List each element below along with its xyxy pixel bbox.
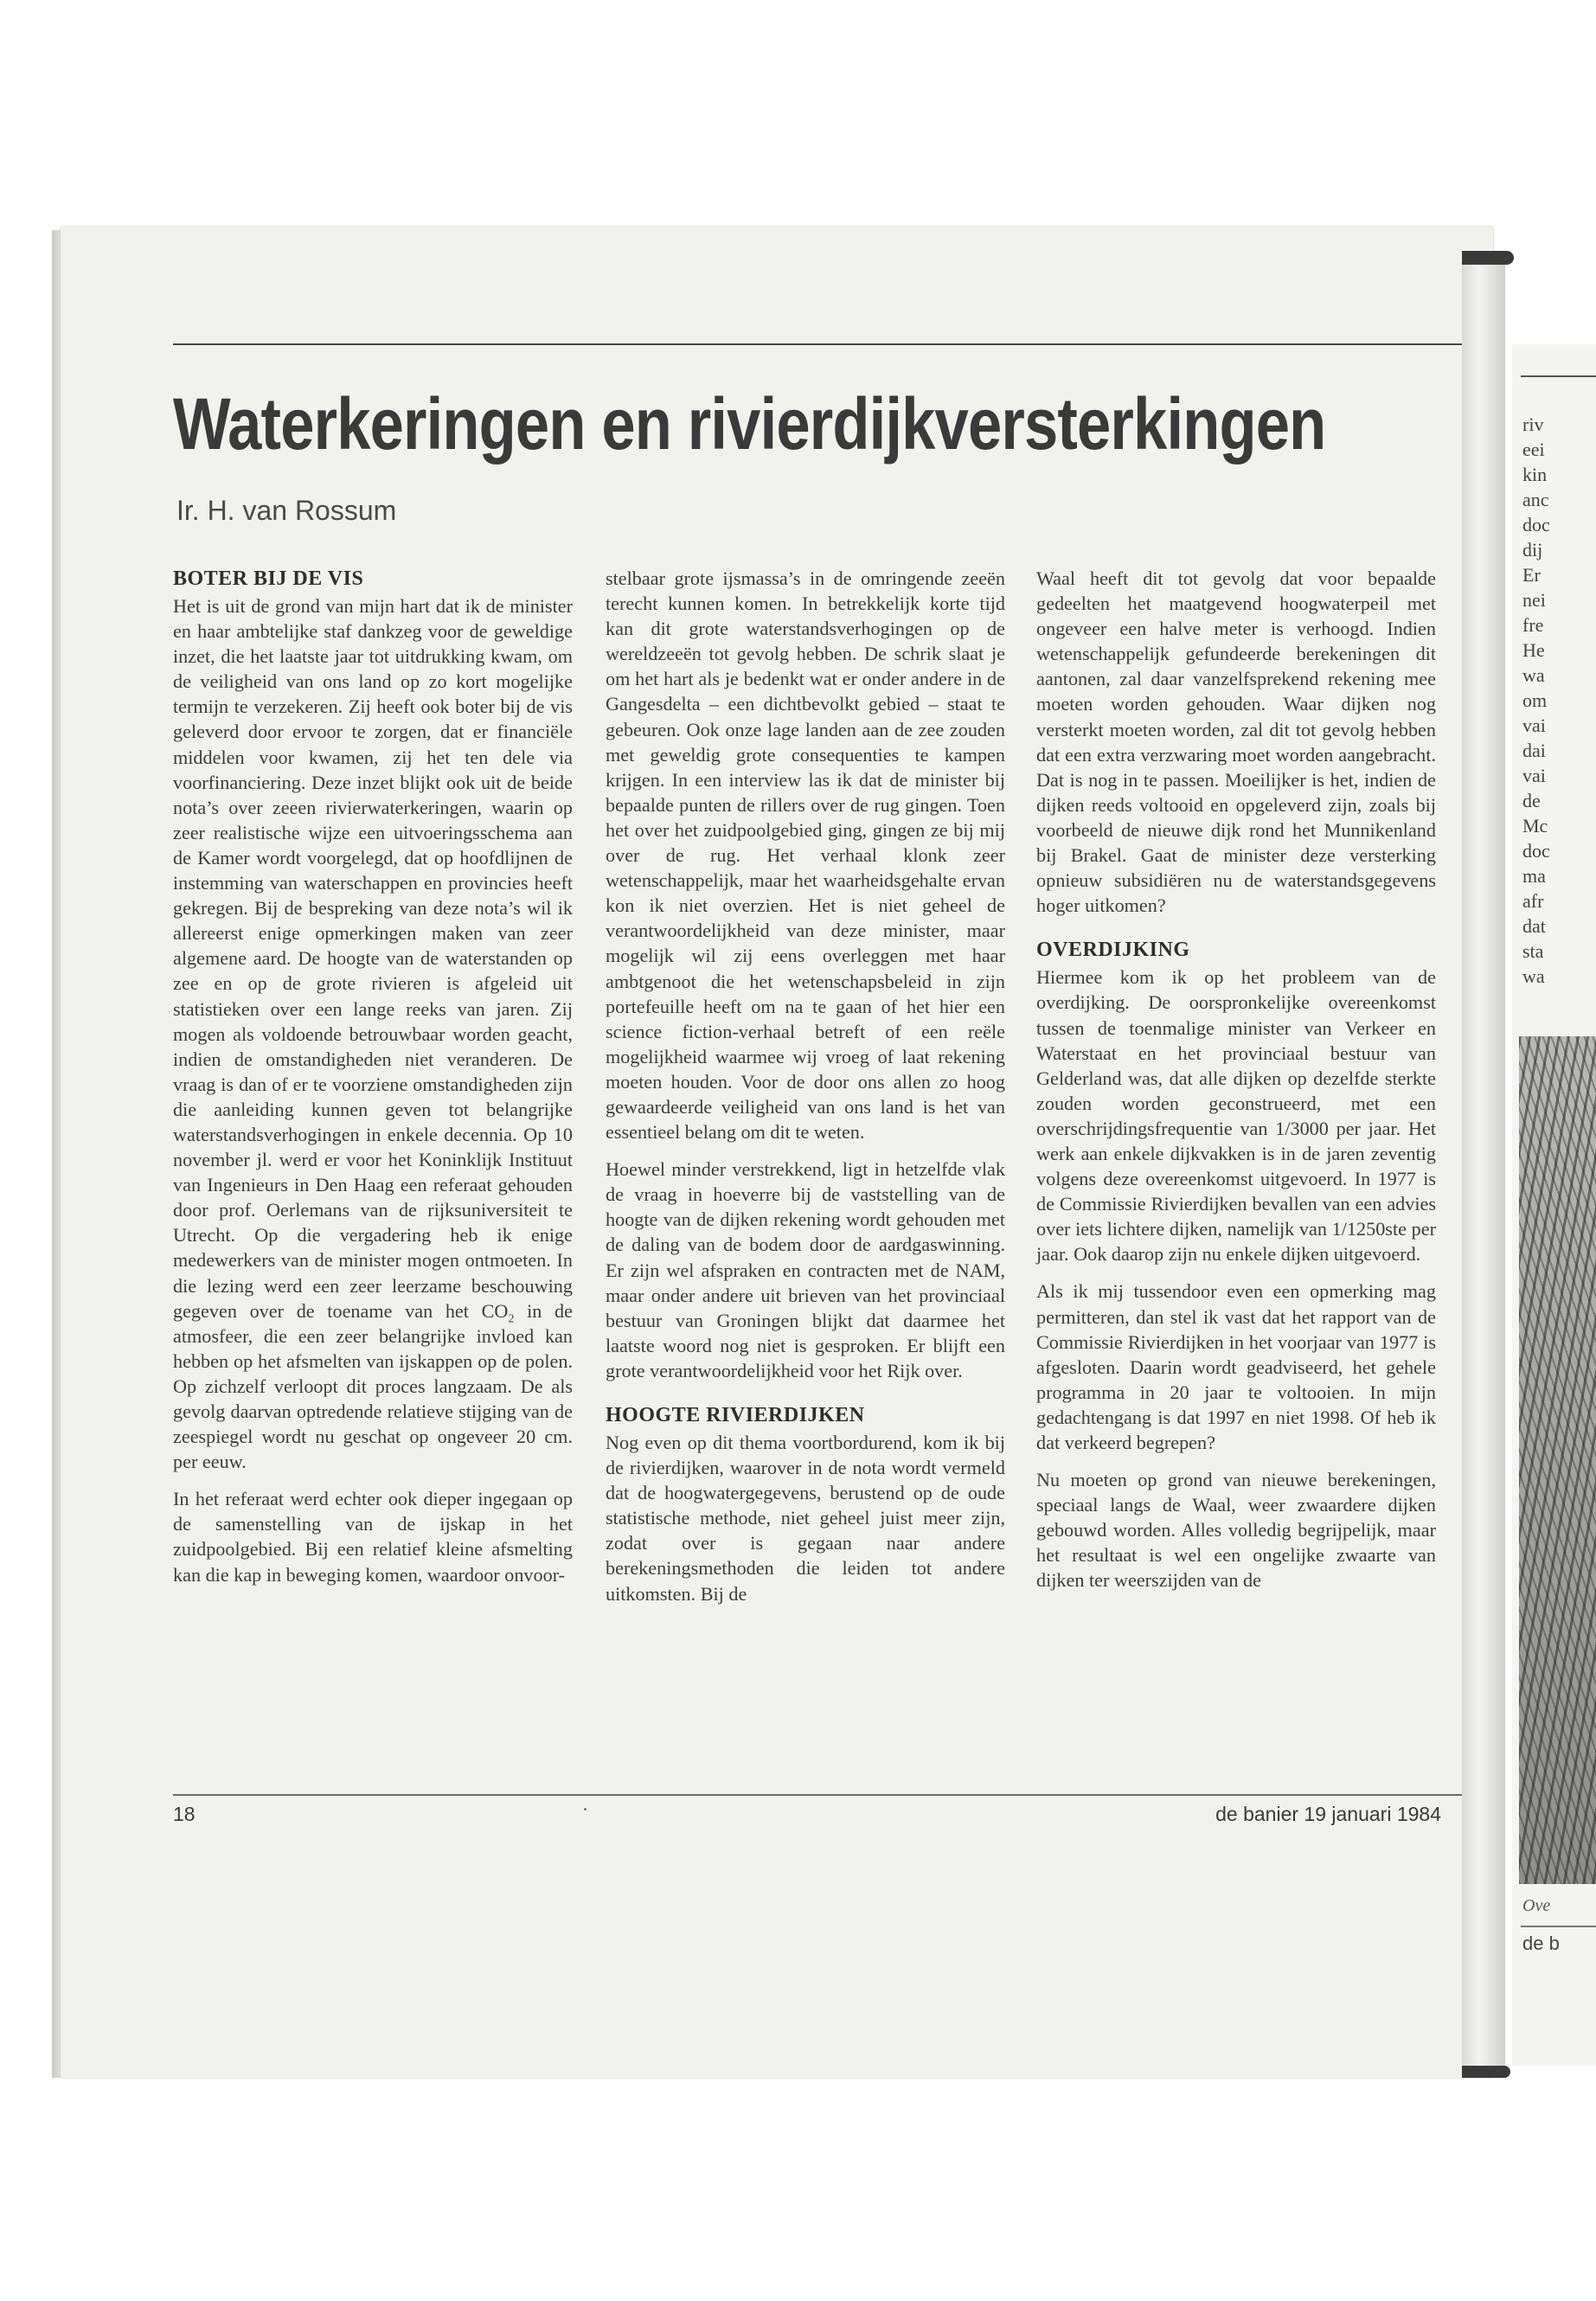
- section-heading-hoogte-rivierdijken: HOOGTE RIVIERDIJKEN: [606, 1404, 865, 1426]
- page-number: 18: [173, 1803, 195, 1825]
- print-dot: [584, 1808, 586, 1811]
- top-rule: [173, 343, 1495, 345]
- paragraph: Hiermee kom ik op het probleem van de overdijking. De oorspronkelijke overeenkomst tussen de toenmalige minister van Verkeer en Waterstaat en het provinciaal bestuur van Gelderland was, dat alle dijken op dezelfde sterkte zouden worden geconstrueerd, met een overschrijdingsfrequentie van 1/3000 per jaar. Het werk aan enkele dijkvakken is in de jaren zeventig volgens deze overeenkomst uitgevoerd. In 1977 is de Commissie Rivierdijken bevallen van een advies over iets lichtere dijken, namelijk van 1/1250ste per jaar. Ook daarop zijn nu enkele dijken uitgevoerd.: [1036, 966, 1436, 1266]
- next-page-footer: de b: [1522, 1932, 1560, 1954]
- article-author: Ir. H. van Rossum: [176, 495, 397, 526]
- bottom-rule: [173, 1794, 1495, 1796]
- next-page-fragment: kin: [1522, 464, 1548, 485]
- paragraph: Als ik mij tussendoor even een opmerking mag permitteren, dan stel ik vast dat het rapport van de Commissie Rivierdijken in het voorjaar van 1977 is afgesloten. Daarin wordt geadviseerd, het gehele programma in 20 jaar te voltooien. In mijn gedachtengang is dat 1997 en niet 1998. Of heb ik dat verkeerd begrepen?: [1036, 1280, 1436, 1453]
- text-column-3: [1036, 566, 1436, 1593]
- next-page-fragment: ma: [1522, 865, 1546, 887]
- next-page-fragment: dai: [1522, 740, 1546, 761]
- next-page-fragment: doc: [1522, 514, 1550, 535]
- paragraph: In het referaat werd echter ook dieper ingegaan op de samenstelling van de ijskap in het zuidpoolgebied. Bij een relatief kleine afsmelting kan die kap in beweging komen, waardoor onvoor-: [173, 1488, 573, 1586]
- next-page-rule: [1521, 375, 1596, 377]
- binding-cap-bottom: [1462, 2066, 1510, 2078]
- binding-strip: [1462, 251, 1505, 2076]
- next-page-caption: Ove: [1522, 1896, 1551, 1915]
- next-page-fragment: dat: [1522, 915, 1546, 937]
- next-page-photo: [1519, 1036, 1596, 1884]
- next-page-fragment: om: [1522, 689, 1548, 711]
- next-page-edge: [1512, 344, 1596, 2066]
- paragraph: Waal heeft dit tot gevolg dat voor bepaalde gedeelten het maatgevend hoogwaterpeil met ongeveer een halve meter is verhoogd. Indien wetenschappelijk gefundeerde berekeningen dit aantonen, zal daar vanzelfsprekend rekening mee moeten worden gehouden. Waar dijken nog versterkt moeten worden, zal dit tot gevolg hebben dat een extra verzwaring moet worden aangebracht. Dat is nog in te passen. Moeilijker is het, indien de dijken reeds voltooid en opgeleverd zijn, zoals bij voorbeeld de nieuwe dijk rond het Munnikenland bij Brakel. Gaat de minister deze versterking opnieuw subsidiëren nu de waterstandsgegevens hoger uitkomen?: [1036, 567, 1436, 917]
- next-page-fragment: de: [1522, 790, 1541, 811]
- next-page-fragment: Mc: [1522, 815, 1548, 836]
- section-heading-boter-bij-de-vis: BOTER BIJ DE VIS: [173, 567, 364, 590]
- next-page-fragment: wa: [1522, 965, 1545, 987]
- paragraph: Het is uit de grond van mijn hart dat ik de minister en haar ambtelijke staf dankzeg voor de geweldige inzet, die het laatste jaar tot uitdrukking kwam, om de veiligheid van ons land op zo kort mogelijke termijn te verzekeren. Zij heeft ook boter bij de vis geleverd door ervoor te zorgen, dat er financiële middelen voor kwamen, zij het ten dele via voorfinanciering. Deze inzet blijkt ook uit de beide nota’s over zeeen rivierwaterkeringen, waarin op zeer realistische wijze een uitvoeringsschema aan de Kamer wordt voorgelegd, dat op hoofdlijnen de instemming van waterschappen en provincies heeft gekregen. Bij de bespreking van deze nota’s wil ik allereerst enige opmerkingen maken van zeer algemene aard. De hoogte van de waterstanden op zee en op de grote rivieren is afgeleid uit statistieken over een lange reeks van jaren. Zij mogen als voldoende betrouwbaar worden geacht, indien de omstandigheden niet veranderen. De vraag is dan of er te voorziene omstandigheden zijn die aanleiding kunnen geven tot belangrijke waterstandsverhogingen in enkele decennia. Op 10 november jl. werd er voor het Koninklijk Instituut van Ingenieurs in Den Haag een referaat gehouden door prof. Oerlemans van de rijksuniversiteit te Utrecht. Op die vergadering heb ik enige medewerkers van de minister mogen ontmoeten. In die lezing werd een zeer leerzame beschouwing gegeven over de toename van het $CO_2$ in de atmosfeer, die een zeer belangrijke invloed kan hebben op het afsmelten van ijskappen op de polen. Op zichzelf verloopt dit proces langzaam. De als gevolg daarvan optredende relatieve stijging van de zeespiegel wordt nu geschat op ongeveer 20 cm. per eeuw.: [173, 595, 574, 1473]
- next-page-fragment: riv: [1522, 413, 1544, 435]
- next-page-bottom-rule: [1521, 1926, 1596, 1927]
- publication-date: de banier 19 januari 1984: [1215, 1803, 1441, 1825]
- paragraph: Nu moeten op grond van nieuwe berekeningen, speciaal langs de Waal, weer zwaardere dijken gebouwd worden. Alles volledig begrijpelijk, maar het resultaat is wel een ongelijke zwaarte van dijken ter weerszijden van de: [1036, 1469, 1436, 1592]
- magazine-page: [61, 227, 1493, 2078]
- text-column-1: [173, 566, 573, 1587]
- paragraph: Nog even op dit thema voortbordurend, kom ik bij de rivierdijken, waarover in de nota wordt vermeld dat de hoogwatergegevens, berustend op de oude statistische methode, niet geheel juist meer zijn, zodat over is gegaan naar andere berekeningsmethoden die leiden tot andere uitkomsten. Bij de: [606, 1432, 1005, 1605]
- paragraph: Hoewel minder verstrekkend, ligt in hetzelfde vlak de vraag in hoeverre bij de vaststelling van de hoogte van de dijken rekening wordt gehouden met de daling van de bodem door de aardgaswinning. Er zijn wel afspraken en contracten met de NAM, maar onder andere uit brieven van het provinciaal bestuur van Groningen blijkt dat daarmee het laatste woord nog niet is gesproken. Er blijft een grote verantwoordelijkheid voor het Rijk over.: [606, 1158, 1005, 1381]
- next-page-fragment: afr: [1522, 890, 1544, 912]
- next-page-fragment: dij: [1522, 539, 1543, 561]
- section-heading-overdijking: OVERDIJKING: [1036, 939, 1190, 962]
- text-column-2: [606, 566, 1005, 1606]
- subscript: 2: [508, 1312, 515, 1326]
- binding-cap-top: [1462, 251, 1514, 265]
- next-page-fragment: sta: [1522, 940, 1544, 962]
- next-page-text-fragments: [1522, 412, 1550, 989]
- article-title: Waterkeringen en rivierdijkversterkingen: [173, 383, 1326, 465]
- next-page-fragment: fre: [1522, 614, 1544, 636]
- next-page-fragment: eei: [1522, 439, 1545, 460]
- next-page-fragment: doc: [1522, 840, 1550, 862]
- next-page-fragment: anc: [1522, 489, 1549, 510]
- next-page-fragment: wa: [1522, 664, 1545, 686]
- next-page-fragment: vai: [1522, 765, 1546, 786]
- next-page-fragment: nei: [1522, 589, 1546, 611]
- next-page-fragment: He: [1522, 639, 1545, 661]
- next-page-fragment: vai: [1522, 715, 1546, 736]
- paragraph: stelbaar grote ijsmassa’s in de omringende zeeën terecht kunnen komen. In betrekkelijk korte tijd kan dit grote waterstandsverhogingen op de wereldzeeën tot gevolg hebben. De schrik slaat je om het hart als je bedenkt wat er onder andere in de Gangesdelta – een dichtbevolkt gebied – staat te gebeuren. Ook onze lage landen aan de zee zouden met geweldig grote consequenties te kampen krijgen. In een interview las ik dat de minister bij bepaalde punten de rillers over de rug gingen. Toen het over het zuidpoolgebied ging, gingen ze bij mij over de rug. Het verhaal klonk zeer wetenschappelijk, maar het waarheidsgehalte ervan kon ik niet overzien. Het is niet geheel de verantwoordelijkheid van deze minister, maar mogelijk wil zij eens overleggen met haar ambtgenoot die het wetenschapsbeleid in zijn portefeuille heeft om na te gaan of het hier een science fiction-verhaal betreft of een reële mogelijkheid waarmee wij vroeg of laat rekening moeten houden. Voor de door ons allen zo hoog gewaardeerde veiligheid van ons land is het van essentieel belang om dit te weten.: [606, 567, 1005, 1144]
- next-page-fragment: Er: [1522, 564, 1541, 586]
